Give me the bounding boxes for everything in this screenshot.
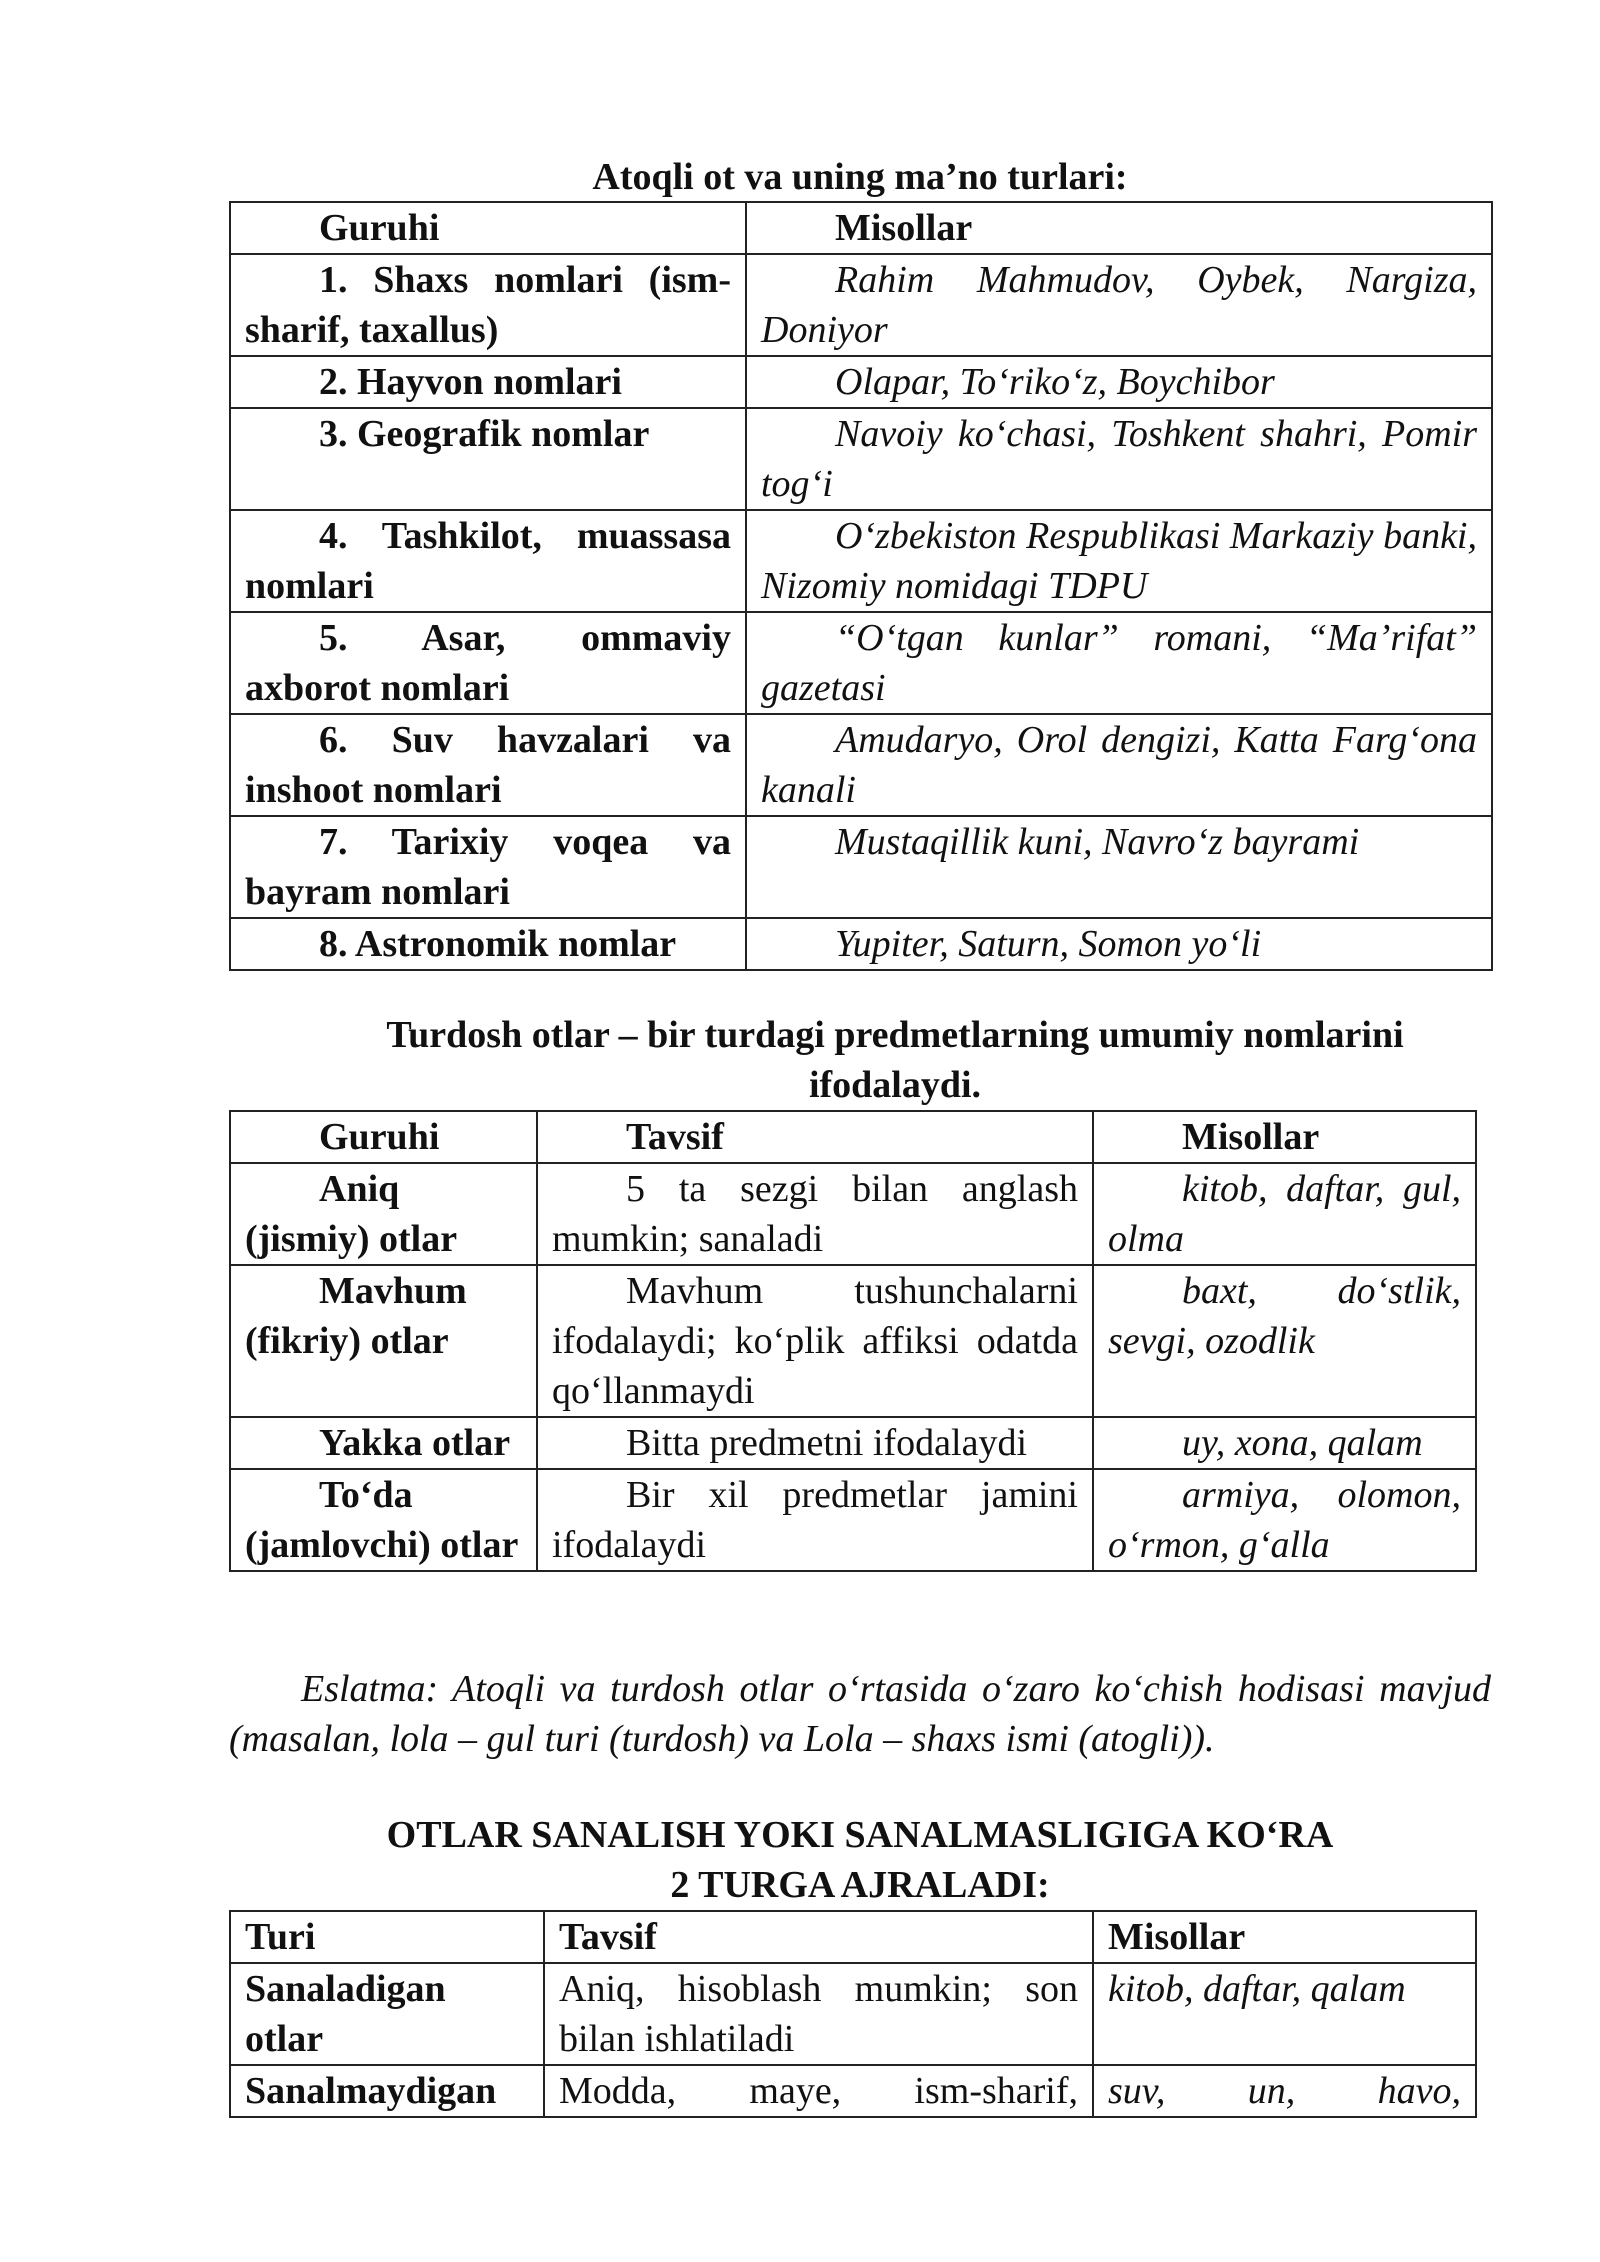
group-cell: 3. Geografik nomlar	[230, 408, 746, 510]
examples-cell: kitob, daftar, gul, olma	[1093, 1163, 1476, 1265]
table-row	[230, 918, 1492, 970]
examples-cell: Navoiy ko‘chasi, Toshkent shahri, Pomir tog‘i	[746, 408, 1492, 510]
section3-title-line2: 2 TURGA AJRALADI:	[670, 1864, 1050, 1906]
group-cell: 2. Hayvon nomlari	[230, 356, 746, 408]
examples-cell: kitob, daftar, qalam	[1093, 1963, 1476, 2065]
header-group: Guruhi	[230, 1111, 537, 1163]
examples-cell: Yupiter, Saturn, Somon yo‘li	[746, 918, 1492, 970]
group-cell: Mavhum (fikriy) otlar	[230, 1265, 537, 1417]
table-row	[230, 1963, 1476, 2065]
examples-cell: O‘zbekiston Respublikasi Markaziy banki, Nizomiy nomidagi TDPU	[746, 510, 1492, 612]
table-row	[230, 254, 1492, 356]
table-header-row	[230, 202, 1492, 254]
section3-title-line1: OTLAR SANALISH YOKI SANALMASLIGIGA KO‘RA	[386, 1814, 1334, 1856]
table-header-row	[230, 1911, 1476, 1963]
examples-cell: Olapar, To‘riko‘z, Boychibor	[746, 356, 1492, 408]
group-cell: 5. Asar, ommaviy axborot nomlari	[230, 612, 746, 714]
countable-noun-table	[229, 1910, 1477, 2118]
table-header-row	[230, 1111, 1476, 1163]
header-examples: Misollar	[1093, 1911, 1476, 1963]
group-cell: 7. Tarixiy voqea va bayram nomlari	[230, 816, 746, 918]
section2-title: Turdosh otlar – bir turdagi predmetlarning umumiy nomlarini ifodalaydi.	[386, 1014, 1404, 1106]
common-noun-table	[229, 1110, 1477, 1572]
type-cell: Sanalmaydigan	[230, 2065, 544, 2117]
examples-cell: uy, xona, qalam	[1093, 1417, 1476, 1469]
table-row	[230, 816, 1492, 918]
section1-title: Atoqli ot va uning ma’no turlari:	[592, 156, 1128, 198]
table-row	[230, 1469, 1476, 1571]
examples-cell: “O‘tgan kunlar” romani, “Ma’rifat” gazetasi	[746, 612, 1492, 714]
table-row	[230, 1417, 1476, 1469]
examples-cell: Mustaqillik kuni, Navro‘z bayrami	[746, 816, 1492, 918]
header-examples: Misollar	[746, 202, 1492, 254]
note-paragraph: Eslatma: Atoqli va turdosh otlar o‘rtasida o‘zaro ko‘chish hodisasi mavjud (masalan, lola – gul turi (turdosh) va Lola – shaxs ismi (atogli)).	[229, 1668, 1491, 1760]
table-row	[230, 714, 1492, 816]
table-row	[230, 408, 1492, 510]
description-cell: Bitta predmetni ifodalaydi	[537, 1417, 1093, 1469]
table-row	[230, 612, 1492, 714]
description-cell: Modda, maye, ism-sharif,	[544, 2065, 1093, 2117]
group-cell: 4. Tashkilot, muassasa nomlari	[230, 510, 746, 612]
description-cell: 5 ta sezgi bilan anglash mumkin; sanaladi	[537, 1163, 1093, 1265]
table-row	[230, 2065, 1476, 2117]
group-cell: 6. Suv havzalari va inshoot nomlari	[230, 714, 746, 816]
table-row	[230, 1265, 1476, 1417]
header-examples: Misollar	[1093, 1111, 1476, 1163]
examples-cell: armiya, olomon, o‘rmon, g‘alla	[1093, 1469, 1476, 1571]
description-cell: Mavhum tushunchalarni ifodalaydi; ko‘plik affiksi odatda qo‘llanmaydi	[537, 1265, 1093, 1417]
group-cell: 1. Shaxs nomlari (ism-sharif, taxallus)	[230, 254, 746, 356]
header-description: Tavsif	[544, 1911, 1093, 1963]
group-cell: 8. Astronomik nomlar	[230, 918, 746, 970]
proper-noun-table	[229, 201, 1493, 971]
table-row	[230, 1163, 1476, 1265]
header-group: Guruhi	[230, 202, 746, 254]
examples-cell: suv, un, havo,	[1093, 2065, 1476, 2117]
examples-cell: baxt, do‘stlik, sevgi, ozodlik	[1093, 1265, 1476, 1417]
examples-cell: Rahim Mahmudov, Oybek, Nargiza, Doniyor	[746, 254, 1492, 356]
examples-cell: Amudaryo, Orol dengizi, Katta Farg‘ona kanali	[746, 714, 1492, 816]
description-cell: Bir xil predmetlar jamini ifodalaydi	[537, 1469, 1093, 1571]
group-cell: Aniq (jismiy) otlar	[230, 1163, 537, 1265]
header-description: Tavsif	[537, 1111, 1093, 1163]
group-cell: Yakka otlar	[230, 1417, 537, 1469]
table-row	[230, 510, 1492, 612]
group-cell: To‘da (jamlovchi) otlar	[230, 1469, 537, 1571]
description-cell: Aniq, hisoblash mumkin; son bilan ishlatiladi	[544, 1963, 1093, 2065]
table-row	[230, 356, 1492, 408]
type-cell: Sanaladigan otlar	[230, 1963, 544, 2065]
header-type: Turi	[230, 1911, 544, 1963]
